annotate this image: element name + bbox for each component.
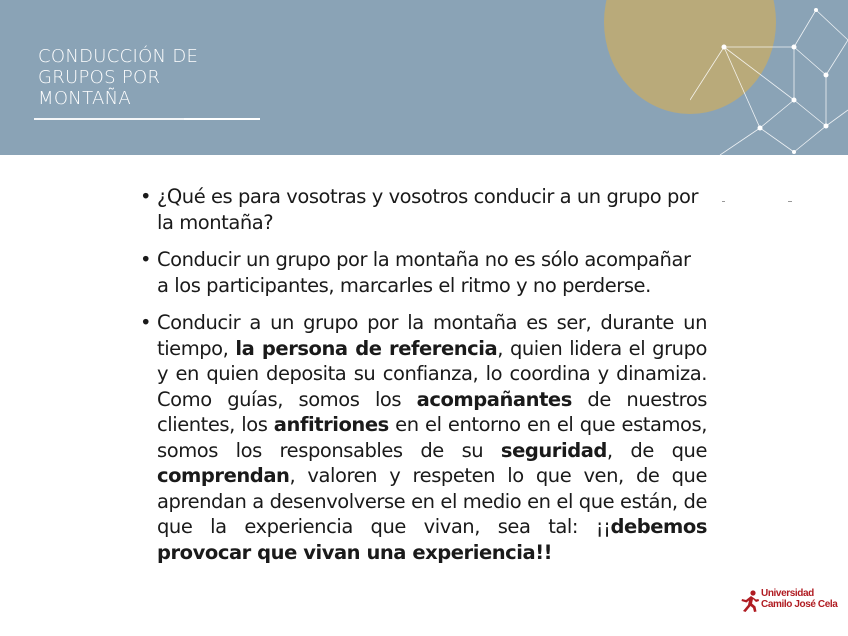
bullet-text: Conducir a un grupo por la montaña es ser, durante un tiempo, [157, 311, 707, 360]
bold-term: anfitriones [273, 413, 389, 436]
slide-header [0, 0, 848, 155]
artifact-mark [788, 201, 792, 202]
bullet-text: en el entorno en el que estamos, somos los responsables de su [157, 413, 707, 462]
bullet-text: , quien lidera el grupo y en quien deposita su confianza, lo coordina y dinamiza. Como guías, somos los [157, 336, 707, 411]
bullet-text: , valoren y respeten lo que ven, de que aprendan a desenvolverse en el medio en el que están, de que la experiencia que vivan, sea tal: ¡¡ [157, 464, 707, 538]
bullet-glyph: • [140, 311, 152, 334]
logo-wordmark [761, 588, 837, 610]
artifact-mark [722, 201, 725, 202]
bullet-glyph: • [140, 248, 152, 271]
bold-term: la persona de referencia [235, 336, 498, 360]
bullet-glyph: • [140, 185, 152, 208]
bullet-item [140, 247, 707, 298]
bullet-text: ¿Qué es para vosotras y vosotros conducir a un grupo por la montaña? [157, 185, 699, 234]
title-underline-accent [184, 118, 260, 120]
bullet-text: Conducir un grupo por la montaña no es sólo acompañar a los participantes, marcarles el ritmo y no perderse. [157, 248, 691, 297]
network-pattern-graphic [690, 0, 848, 155]
bold-term: acompañantes [416, 387, 572, 411]
university-logo [740, 588, 840, 614]
bullet-text: , de que [606, 438, 707, 462]
runner-icon [740, 590, 760, 612]
bold-term: seguridad [500, 438, 607, 462]
bullet-text: de nuestros clientes, los [157, 387, 708, 436]
bullet-list [140, 184, 707, 577]
slide-title: CONDUCCIÓN DE GRUPOS POR MONTAÑA [38, 46, 199, 109]
logo-line-1: Universidad [761, 588, 814, 599]
logo-line-2: Camilo José Cela [761, 599, 838, 610]
bold-term: debemos provocar que vivan una experiencia!! [157, 515, 707, 564]
bold-term: comprendan [157, 464, 290, 487]
bullet-item [140, 310, 707, 565]
title-underline [34, 118, 184, 120]
bullet-item [140, 184, 707, 235]
